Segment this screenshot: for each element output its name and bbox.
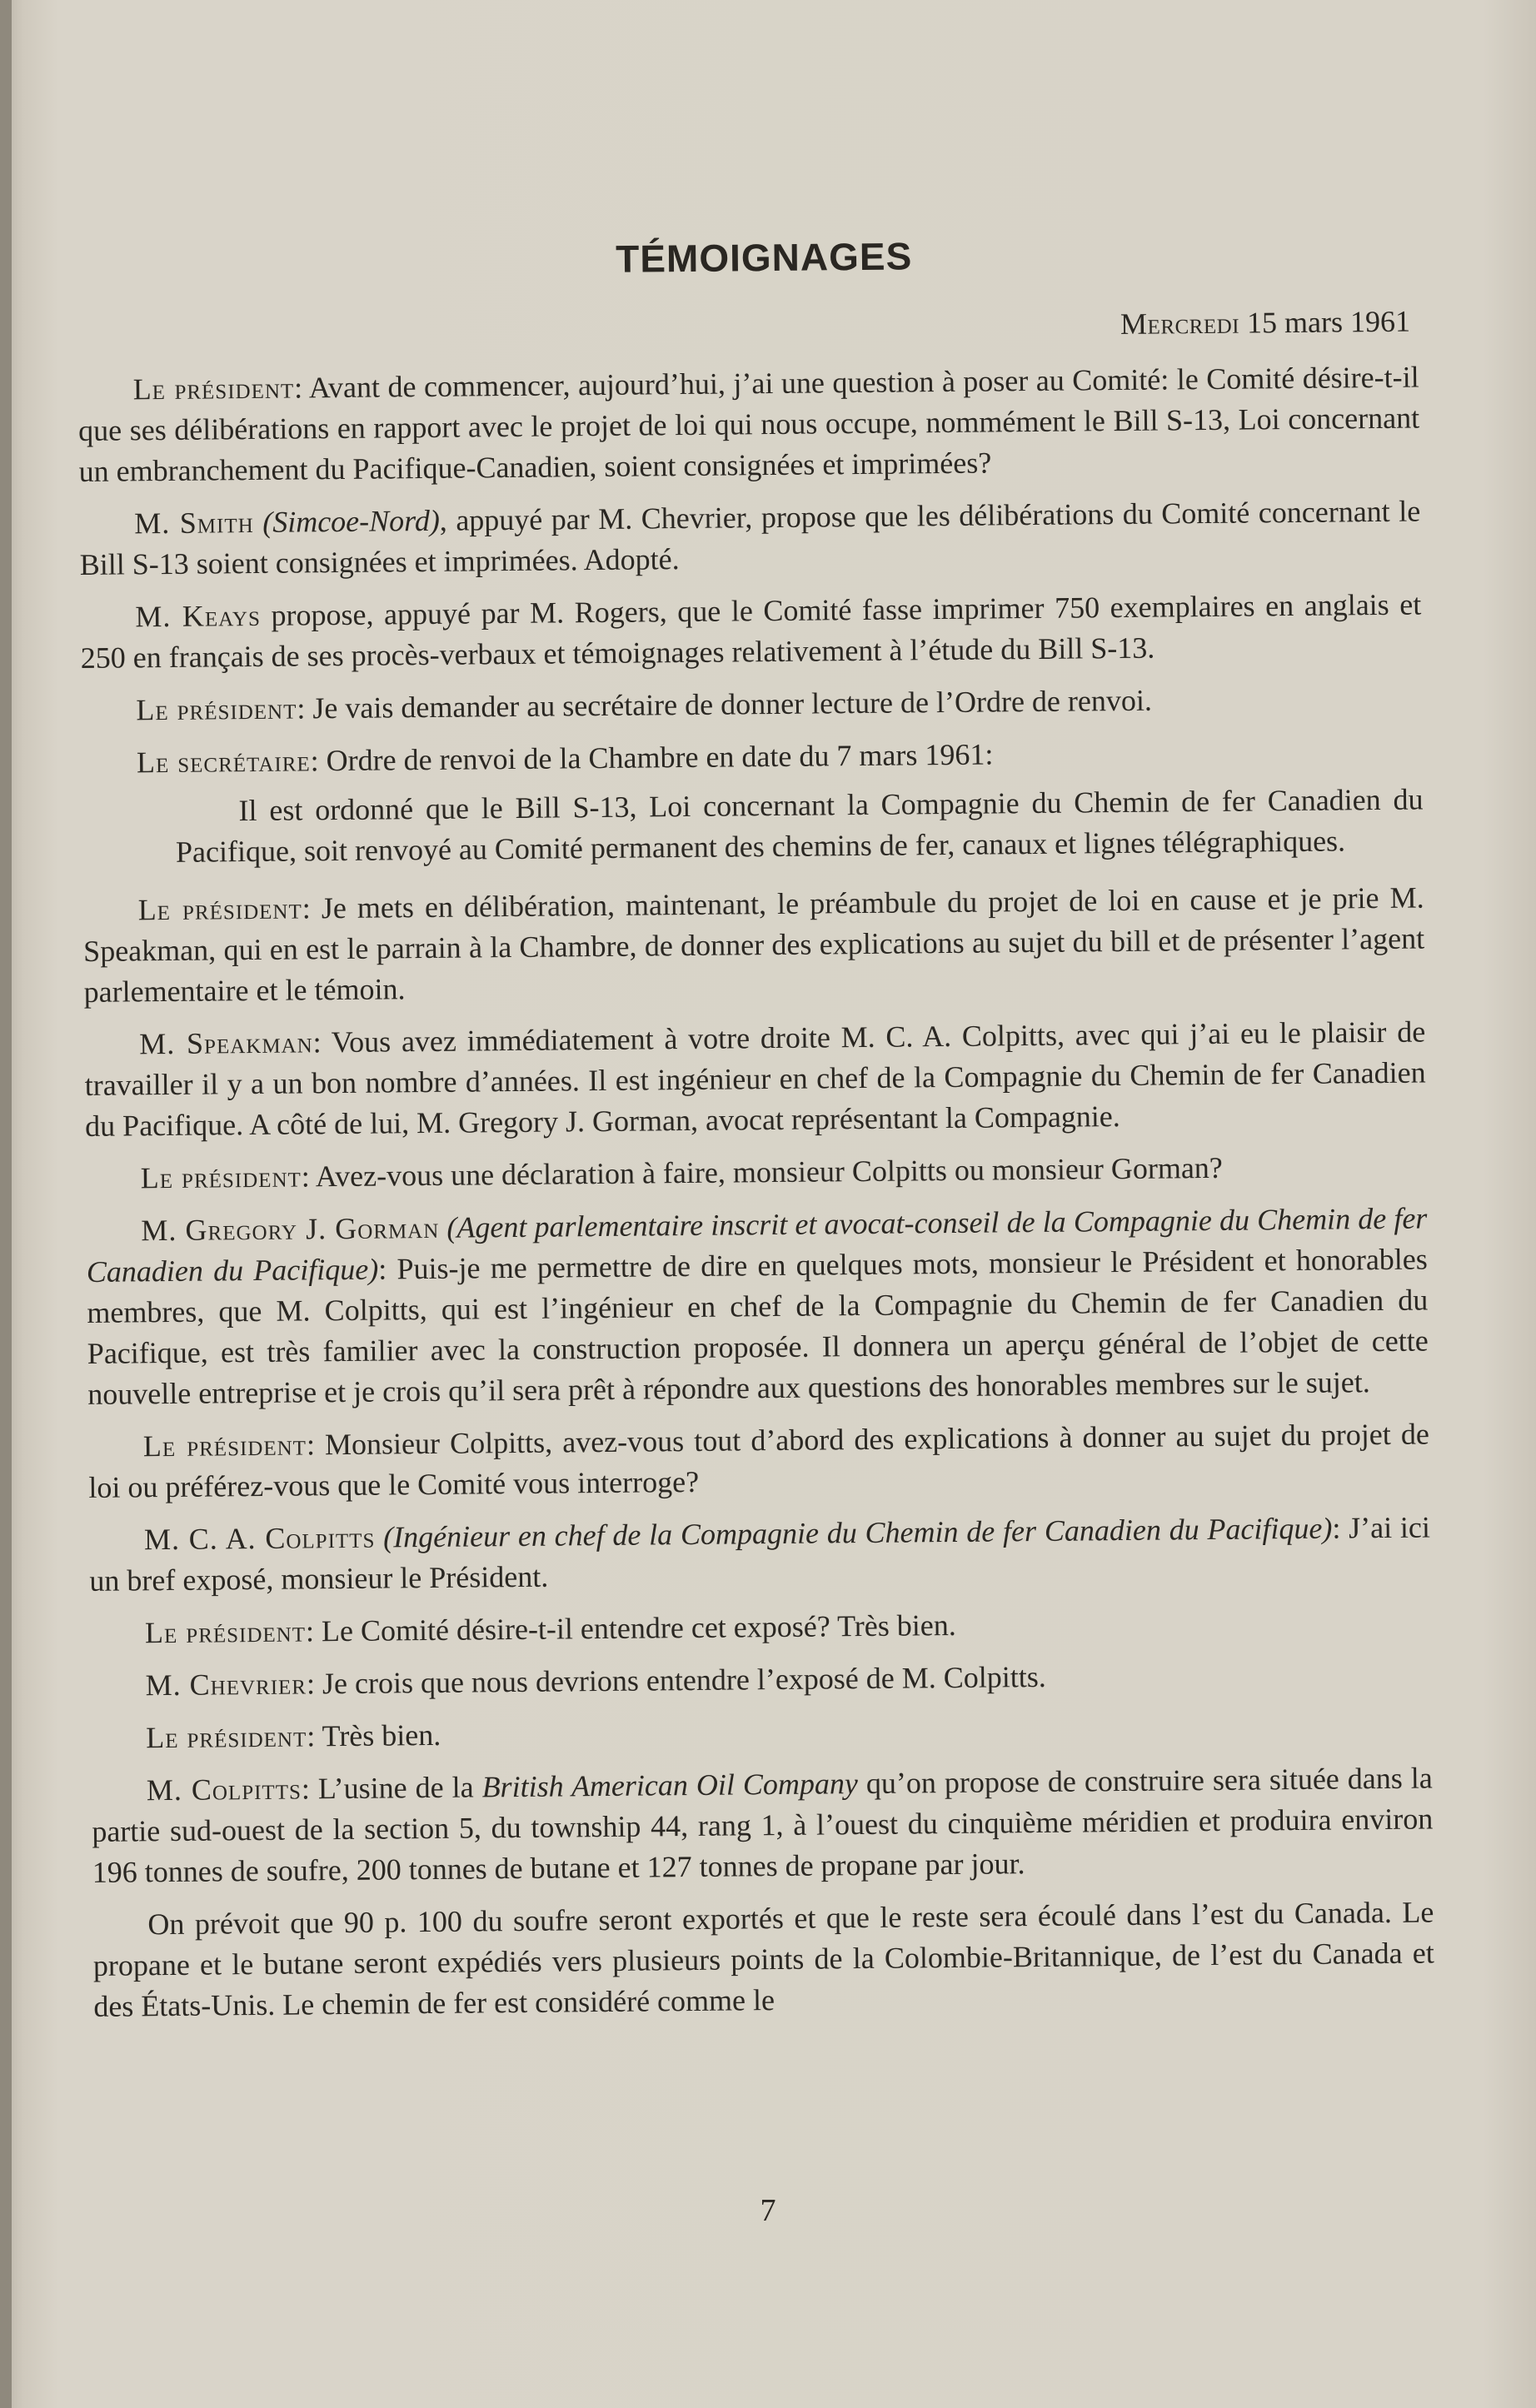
session-date <box>77 304 1419 351</box>
speaker-name: Le président <box>142 1428 307 1463</box>
testimony-paragraph <box>86 1145 1427 1199</box>
speaker-affiliation: (Agent parlementaire inscrit et avocat-conseil de la Compagnie du Chemin de fer Canadien du Pacifique) <box>86 1201 1428 1289</box>
speaker-punctuation: : <box>307 1719 316 1753</box>
paragraph-text: Ordre de renvoi de la Chambre en date du 7 mars 1961: <box>318 737 994 778</box>
page-title: TÉMOIGNAGES <box>615 234 913 281</box>
paragraph-text: Avant de commencer, aujourd’hui, j’ai une question à poser au Comité: le Comité désire-t-il que ses délibérations en rapport avec le projet de loi qui nous occupe, nommément le Bill S-13, Loi concernant un embranchement du Pacifique-Canadien, soient consignées et imprimées? <box>77 360 1420 488</box>
speaker-punctuation: : <box>294 371 303 405</box>
paragraph-text: Monsieur Colpitts, avez-vous tout d’abord des explications à donner au sujet du projet de loi ou préférez-vous que le Comité vous interroge? <box>88 1417 1430 1504</box>
paragraph-text: propose, appuyé par M. Rogers, que le Comité fasse imprimer 750 exemplaires en anglais et 250 en français de ses procès-verbaux et témoignages relativement à l’étude du Bill S-13. <box>80 587 1422 675</box>
speaker-punctuation: : <box>312 1025 322 1059</box>
paragraph-text: J’ai ici un bref exposé, monsieur le Président. <box>89 1510 1431 1598</box>
speaker-punctuation: : <box>306 1667 316 1701</box>
testimony-paragraph <box>92 1757 1434 1892</box>
speaker-name: M. C. A. Colpitts <box>143 1520 376 1557</box>
page-number: 7 <box>760 2193 776 2228</box>
testimony-paragraph <box>89 1507 1431 1601</box>
testimony-paragraph <box>92 1892 1434 2027</box>
binding-edge <box>0 0 12 2408</box>
paragraph-text: Je crois que nous devrions entendre l’exposé de M. Colpitts. <box>314 1659 1047 1701</box>
speaker-punctuation: : <box>310 744 319 778</box>
speaker-punctuation: : <box>301 1159 310 1194</box>
speaker-punctuation: : <box>1332 1511 1341 1545</box>
speaker-punctuation: : <box>301 1772 311 1806</box>
speaker-name: M. Gregory J. Gorman <box>141 1210 440 1248</box>
paragraph-text-continued: qu’on propose de construire sera située dans la partie sud-ouest de la section 5, du township 44, rang 1, à l’ouest du cinquième méridien et produira environ 196 tonnes de soufre, 200 tonnes de butane et 127 tonnes de propane par jour. <box>92 1761 1434 1889</box>
speaker-name: Le président <box>140 1159 302 1195</box>
page-content <box>77 229 1435 2039</box>
testimony-paragraph <box>90 1653 1431 1706</box>
speaker-punctuation: : <box>378 1252 387 1286</box>
paragraph-text: Je mets en délibération, maintenant, le préambule du projet de loi en cause et je prie M. Speakman, qui en est le parrain à la Chambre, de donner des explications au sujet du bill et de présenter l’agent parlementaire et le témoin. <box>82 880 1425 1009</box>
testimony-paragraph <box>88 1413 1430 1508</box>
speaker-punctuation: : <box>297 691 306 725</box>
testimony-paragraph <box>86 1198 1429 1414</box>
testimony-paragraph <box>91 1705 1432 1758</box>
date-weekday: Mercredi <box>1120 306 1240 341</box>
testimony-paragraph <box>77 357 1419 492</box>
speaker-punctuation: : <box>302 891 311 925</box>
paragraph-text: L’usine de la <box>309 1770 482 1806</box>
paragraph-text: appuyé par M. Chevrier, propose que les délibérations du Comité concernant le Bill S-13 soient consignées et imprimées. Adopté. <box>79 494 1421 581</box>
speaker-name: Le président <box>132 371 295 406</box>
speaker-affiliation: (Ingénieur en chef de la Compagnie du Chemin de fer Canadien du Pacifique) <box>382 1511 1333 1554</box>
date-rest: 15 mars 1961 <box>1239 304 1411 340</box>
speaker-punctuation: : <box>306 1428 316 1462</box>
speaker-name: Le président <box>146 1719 307 1755</box>
paragraph-text: Vous avez immédiatement à votre droite M. C. A. Colpitts, avec qui j’ai eu le plaisir de travailler il y a un bon nombre d’années. Il est ingénieur en chef de la Compagnie du Chemin de fer Canadien du Pacifique. A côté de lui, M. Gregory J. Gorman, avocat représentant la Compagnie. <box>84 1015 1426 1143</box>
speaker-name: Le secrétaire <box>136 744 311 780</box>
speaker-name: Le président <box>137 891 302 927</box>
testimony-paragraph <box>82 730 1423 784</box>
testimony-paragraph <box>84 1012 1426 1147</box>
speaker-name: Le président <box>144 1614 307 1650</box>
paragraph-text: Le Comité désire-t-il entendre cet exposé? Très bien. <box>313 1608 956 1648</box>
speaker-name: M. Keays <box>135 598 262 634</box>
testimony-paragraph <box>80 585 1422 679</box>
paragraph-text: On prévoit que 90 p. 100 du soufre seront exportés et que le reste sera écoulé dans l’est du Canada. Le propane et le butane seront expédiés vers plusieurs points de la Colombie-Britannique, de l’est du Canada et des États-Unis. Le chemin de fer est considéré comme le <box>92 1895 1434 2023</box>
speaker-name: M. Chevrier <box>145 1667 307 1703</box>
speaker-name: Le président <box>136 691 297 727</box>
speaker-punctuation: , <box>439 503 448 537</box>
testimony-paragraph <box>81 678 1422 731</box>
company-name: British American Oil Company <box>481 1767 859 1804</box>
paragraph-text: Je vais demander au secrétaire de donner lecture de l’Ordre de renvoi. <box>305 683 1153 725</box>
testimony-paragraph <box>82 878 1424 1013</box>
speaker-name: M. Smith <box>134 505 254 541</box>
order-of-reference-quote: Il est ordonné que le Bill S-13, Loi concernant la Compagnie du Chemin de fer Canadien du Pacifique, soit renvoyé au Comité permanent des chemins de fer, canaux et lignes télégraphiques. <box>175 782 1424 869</box>
testimony-paragraph <box>79 491 1421 586</box>
paragraph-text: Très bien. <box>315 1718 441 1753</box>
speaker-name: M. Colpitts <box>146 1772 302 1807</box>
paragraph-text: Puis-je me permettre de dire en quelques mots, monsieur le Président et honorables membres, que M. Colpitts, qui est l’ingénieur en chef de la Compagnie du Chemin de fer Canadien du Pacifique, est très familier avec la construction proposée. Il donnera un aperçu général de l’objet de cette nouvelle entreprise et je crois qu’il sera prêt à répondre aux questions des honorables membres sur le sujet. <box>87 1242 1429 1411</box>
paragraph-text: Avez-vous une déclaration à faire, monsieur Colpitts ou monsieur Gorman? <box>309 1150 1223 1194</box>
testimony-block-1 <box>77 357 1423 784</box>
speaker-name: M. Speakman <box>139 1025 313 1061</box>
speaker-affiliation: (Simcoe-Nord) <box>262 503 441 539</box>
testimony-block-2 <box>82 878 1434 2027</box>
testimony-paragraph <box>90 1600 1431 1653</box>
speaker-punctuation: : <box>305 1614 315 1648</box>
